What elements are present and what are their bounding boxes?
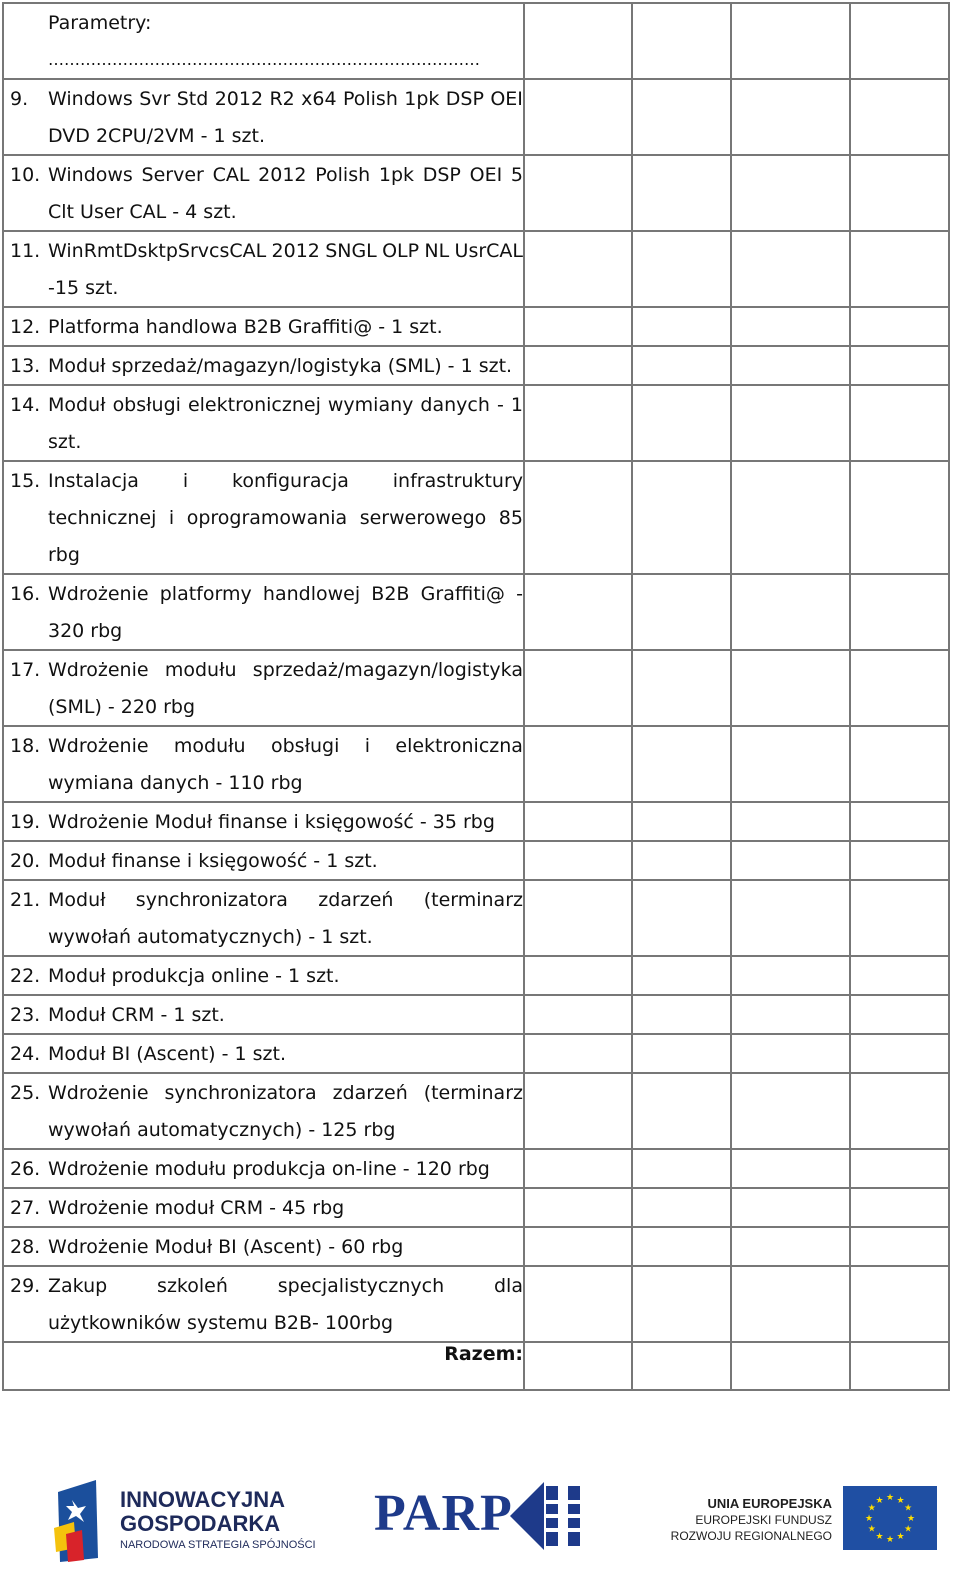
description-cell <box>3 231 524 307</box>
logo3-line1: UNIA EUROPEJSKA <box>707 1496 832 1511</box>
innowacyjna-gospodarka-logo <box>52 1478 112 1564</box>
eu-star: ★ <box>875 1495 884 1506</box>
item-text: DVD 2CPU/2VM - 1 szt. <box>48 124 265 147</box>
value-cell <box>524 995 632 1034</box>
value-cell <box>850 1266 949 1342</box>
value-cell <box>632 1342 731 1390</box>
table-row <box>3 3 949 79</box>
description-line <box>4 193 523 230</box>
value-cell <box>524 574 632 650</box>
item-text: Wdrożenie modułu sprzedaż/magazyn/logistyka <box>48 658 523 681</box>
value-cell <box>632 385 731 461</box>
description-line <box>4 1111 523 1148</box>
table-row <box>3 307 949 346</box>
item-text: Wdrożenie modułu obsługi i elektroniczna <box>48 734 523 757</box>
value-cell <box>850 802 949 841</box>
value-cell <box>850 1188 949 1227</box>
eu-star: ★ <box>896 1532 905 1543</box>
value-cell <box>632 461 731 574</box>
item-text: Windows Server CAL 2012 Polish 1pk DSP OEI 5 <box>48 163 523 186</box>
item-number: 12. <box>10 315 41 338</box>
params-dots: ……………………………………………………………………… <box>48 50 480 69</box>
item-text: Instalacja i konfiguracja infrastruktury <box>48 469 523 492</box>
logo1-line3: NARODOWA STRATEGIA SPÓJNOŚCI <box>120 1539 316 1551</box>
item-number: 27. <box>10 1196 41 1219</box>
table-row <box>3 79 949 155</box>
description-line <box>4 651 523 688</box>
footer-logos <box>0 1470 960 1570</box>
description-cell <box>3 307 524 346</box>
eu-star: ★ <box>896 1495 905 1506</box>
item-number: 18. <box>10 734 41 757</box>
item-text: (SML) - 220 rbg <box>48 695 196 718</box>
description-line <box>4 881 523 918</box>
value-cell <box>524 1266 632 1342</box>
value-cell <box>850 1149 949 1188</box>
value-cell <box>524 231 632 307</box>
eu-star: ★ <box>904 1524 913 1535</box>
value-cell <box>524 461 632 574</box>
description-line <box>4 1074 523 1111</box>
item-text: Windows Svr Std 2012 R2 x64 Polish 1pk DSP OEI <box>48 87 523 110</box>
value-cell <box>731 956 850 995</box>
value-cell <box>632 1149 731 1188</box>
value-cell <box>731 841 850 880</box>
description-cell <box>3 155 524 231</box>
description-line <box>4 499 523 536</box>
value-cell <box>632 231 731 307</box>
value-cell <box>850 956 949 995</box>
table-row <box>3 1073 949 1149</box>
item-text: 320 rbg <box>48 619 123 642</box>
value-cell <box>731 461 850 574</box>
description-line <box>4 918 523 955</box>
value-cell <box>731 802 850 841</box>
item-number: 20. <box>10 849 41 872</box>
value-cell <box>850 346 949 385</box>
value-cell <box>524 155 632 231</box>
value-cell <box>850 1034 949 1073</box>
description-line <box>4 347 523 384</box>
value-cell <box>731 385 850 461</box>
eu-star: ★ <box>885 1535 895 1545</box>
table-row <box>3 1149 949 1188</box>
description-line <box>4 80 523 117</box>
logo3-line2: EUROPEJSKI FUNDUSZ <box>695 1513 832 1527</box>
value-cell <box>850 307 949 346</box>
value-cell <box>731 1073 850 1149</box>
value-cell <box>731 1227 850 1266</box>
item-text: -15 szt. <box>48 276 119 299</box>
eu-star: ★ <box>864 1514 874 1524</box>
description-cell <box>3 461 524 574</box>
item-number: 22. <box>10 964 41 987</box>
value-cell <box>850 1073 949 1149</box>
value-cell <box>632 1034 731 1073</box>
item-text: Moduł sprzedaż/magazyn/logistyka (SML) - 1 szt. <box>48 354 513 377</box>
value-cell <box>731 880 850 956</box>
description-line <box>4 462 523 499</box>
item-text: Wdrożenie Moduł finanse i księgowość - 35 rbg <box>48 810 495 833</box>
value-cell <box>850 3 949 79</box>
item-text: Moduł finanse i księgowość - 1 szt. <box>48 849 378 872</box>
description-line <box>4 996 523 1033</box>
value-cell <box>850 841 949 880</box>
table-row <box>3 956 949 995</box>
value-cell <box>731 1266 850 1342</box>
item-text: Moduł synchronizatora zdarzeń (terminarz <box>48 888 523 911</box>
item-number: 14. <box>10 393 41 416</box>
value-cell <box>524 385 632 461</box>
logo1-line2: GOSPODARKA <box>120 1511 281 1536</box>
table-row <box>3 574 949 650</box>
description-cell <box>3 1034 524 1073</box>
description-cell <box>3 1266 524 1342</box>
total-label: Razem: <box>3 1342 524 1390</box>
item-text: Clt User CAL - 4 szt. <box>48 200 237 223</box>
description-line <box>4 612 523 649</box>
value-cell <box>632 1266 731 1342</box>
value-cell <box>731 995 850 1034</box>
value-cell <box>850 650 949 726</box>
description-line <box>4 423 523 460</box>
description-cell <box>3 841 524 880</box>
item-text: Parametry: <box>48 11 152 34</box>
value-cell <box>632 726 731 802</box>
description-cell <box>3 880 524 956</box>
description-line <box>4 1150 523 1187</box>
value-cell <box>632 155 731 231</box>
value-cell <box>632 880 731 956</box>
item-number: 21. <box>10 888 41 911</box>
table-row <box>3 1227 949 1266</box>
value-cell <box>632 1073 731 1149</box>
description-line <box>4 1304 523 1341</box>
item-number: 24. <box>10 1042 41 1065</box>
description-line <box>4 1035 523 1072</box>
description-cell <box>3 1073 524 1149</box>
value-cell <box>524 1188 632 1227</box>
eu-star: ★ <box>885 1493 895 1503</box>
value-cell <box>850 726 949 802</box>
value-cell <box>850 385 949 461</box>
description-line <box>4 536 523 573</box>
description-cell <box>3 1227 524 1266</box>
value-cell <box>524 726 632 802</box>
item-text: użytkowników systemu B2B- 100rbg <box>48 1311 394 1334</box>
item-number: 13. <box>10 354 41 377</box>
value-cell <box>632 346 731 385</box>
value-cell <box>524 802 632 841</box>
table-row <box>3 841 949 880</box>
value-cell <box>731 231 850 307</box>
description-line <box>4 1228 523 1265</box>
value-cell <box>632 802 731 841</box>
description-cell <box>3 956 524 995</box>
description-cell <box>3 726 524 802</box>
description-cell <box>3 79 524 155</box>
value-cell <box>850 995 949 1034</box>
item-text: Wdrożenie moduł CRM - 45 rbg <box>48 1196 345 1219</box>
table-row <box>3 726 949 802</box>
item-text: Moduł CRM - 1 szt. <box>48 1003 225 1026</box>
item-text: wymiana danych - 110 rbg <box>48 771 303 794</box>
item-text: WinRmtDsktpSrvcsCAL 2012 SNGL OLP NL UsrCAL <box>48 239 523 262</box>
eu-flag-icon <box>843 1486 937 1550</box>
table-row <box>3 880 949 956</box>
value-cell <box>524 346 632 385</box>
value-cell <box>524 1034 632 1073</box>
item-text: Wdrożenie platformy handlowej B2B Graffiti@ - <box>48 582 523 605</box>
table-row <box>3 995 949 1034</box>
table-row <box>3 155 949 231</box>
item-text: wywołań automatycznych) - 125 rbg <box>48 1118 396 1141</box>
description-line <box>4 308 523 345</box>
item-number: 25. <box>10 1081 41 1104</box>
value-cell <box>731 1188 850 1227</box>
item-text: Moduł produkcja online - 1 szt. <box>48 964 340 987</box>
value-cell <box>632 650 731 726</box>
description-cell <box>3 995 524 1034</box>
value-cell <box>731 346 850 385</box>
description-line <box>4 232 523 269</box>
table-row <box>3 231 949 307</box>
eu-star: ★ <box>875 1532 884 1543</box>
description-line <box>4 842 523 879</box>
value-cell <box>632 574 731 650</box>
value-cell <box>850 574 949 650</box>
item-text: Moduł obsługi elektronicznej wymiany danych - 1 <box>48 393 523 416</box>
value-cell <box>524 3 632 79</box>
value-cell <box>632 1188 731 1227</box>
description-line <box>4 575 523 612</box>
description-line <box>4 386 523 423</box>
value-cell <box>524 1149 632 1188</box>
item-text: rbg <box>48 543 80 566</box>
value-cell <box>524 956 632 995</box>
item-text: Zakup szkoleń specjalistycznych dla <box>48 1274 523 1297</box>
item-text: technicznej i oprogramowania serwerowego 85 <box>48 506 523 529</box>
item-number: 26. <box>10 1157 41 1180</box>
value-cell <box>524 841 632 880</box>
table-row <box>3 346 949 385</box>
item-number: 16. <box>10 582 41 605</box>
value-cell <box>632 841 731 880</box>
description-cell <box>3 3 524 79</box>
description-line <box>4 764 523 801</box>
description-line <box>4 727 523 764</box>
parp-logo-text: PARP <box>374 1485 513 1542</box>
description-cell <box>3 802 524 841</box>
value-cell <box>731 726 850 802</box>
value-cell <box>524 1342 632 1390</box>
table-row <box>3 1034 949 1073</box>
value-cell <box>850 231 949 307</box>
value-cell <box>850 79 949 155</box>
description-cell <box>3 1188 524 1227</box>
value-cell <box>632 956 731 995</box>
value-cell <box>731 1342 850 1390</box>
item-text: Wdrożenie modułu produkcja on-line - 120 rbg <box>48 1157 490 1180</box>
item-number: 29. <box>10 1274 41 1297</box>
description-cell <box>3 1149 524 1188</box>
item-number: 9. <box>10 87 29 110</box>
description-cell <box>3 346 524 385</box>
total-row <box>3 1342 949 1390</box>
table-row <box>3 650 949 726</box>
description-line <box>4 156 523 193</box>
description-cell <box>3 650 524 726</box>
value-cell <box>731 1034 850 1073</box>
value-cell <box>524 307 632 346</box>
eu-star: ★ <box>906 1514 916 1524</box>
table-row <box>3 802 949 841</box>
item-number: 19. <box>10 810 41 833</box>
value-cell <box>632 1227 731 1266</box>
value-cell <box>632 79 731 155</box>
value-cell <box>731 574 850 650</box>
description-line <box>4 957 523 994</box>
item-text: Wdrożenie Moduł BI (Ascent) - 60 rbg <box>48 1235 404 1258</box>
table-row <box>3 1188 949 1227</box>
item-text: Wdrożenie synchronizatora zdarzeń (terminarz <box>48 1081 523 1104</box>
value-cell <box>632 3 731 79</box>
value-cell <box>524 79 632 155</box>
description-line <box>4 1267 523 1304</box>
value-cell <box>632 995 731 1034</box>
eu-star: ★ <box>867 1524 876 1535</box>
item-number: 28. <box>10 1235 41 1258</box>
value-cell <box>850 880 949 956</box>
eu-star: ★ <box>904 1503 913 1514</box>
item-number: 23. <box>10 1003 41 1026</box>
value-cell <box>731 3 850 79</box>
description-line <box>4 688 523 725</box>
table-row <box>3 461 949 574</box>
logo1-line1: INNOWACYJNA <box>120 1487 286 1512</box>
value-cell <box>524 1227 632 1266</box>
description-line <box>4 269 523 306</box>
description-cell <box>3 385 524 461</box>
value-cell <box>850 1342 949 1390</box>
description-line <box>4 117 523 154</box>
value-cell <box>850 155 949 231</box>
item-text: Platforma handlowa B2B Graffiti@ - 1 szt. <box>48 315 443 338</box>
description-line <box>4 803 523 840</box>
value-cell <box>850 1227 949 1266</box>
value-cell <box>731 79 850 155</box>
item-text: Moduł BI (Ascent) - 1 szt. <box>48 1042 287 1065</box>
value-cell <box>850 461 949 574</box>
item-number: 10. <box>10 163 41 186</box>
value-cell <box>524 880 632 956</box>
value-cell <box>731 1149 850 1188</box>
description-cell <box>3 574 524 650</box>
item-text: szt. <box>48 430 82 453</box>
table-row <box>3 1266 949 1342</box>
value-cell <box>632 307 731 346</box>
eu-star: ★ <box>867 1503 876 1514</box>
value-cell <box>524 650 632 726</box>
logo3-line3: ROZWOJU REGIONALNEGO <box>670 1529 832 1543</box>
table-row <box>3 385 949 461</box>
value-cell <box>731 307 850 346</box>
value-cell <box>731 650 850 726</box>
parp-logo-mark <box>506 1476 584 1556</box>
item-number: 15. <box>10 469 41 492</box>
items-table <box>2 2 950 1391</box>
description-line <box>4 4 523 41</box>
value-cell <box>731 155 850 231</box>
item-number: 17. <box>10 658 41 681</box>
item-number: 11. <box>10 239 41 262</box>
value-cell <box>524 1073 632 1149</box>
description-line <box>4 1189 523 1226</box>
item-text: wywołań automatycznych) - 1 szt. <box>48 925 373 948</box>
